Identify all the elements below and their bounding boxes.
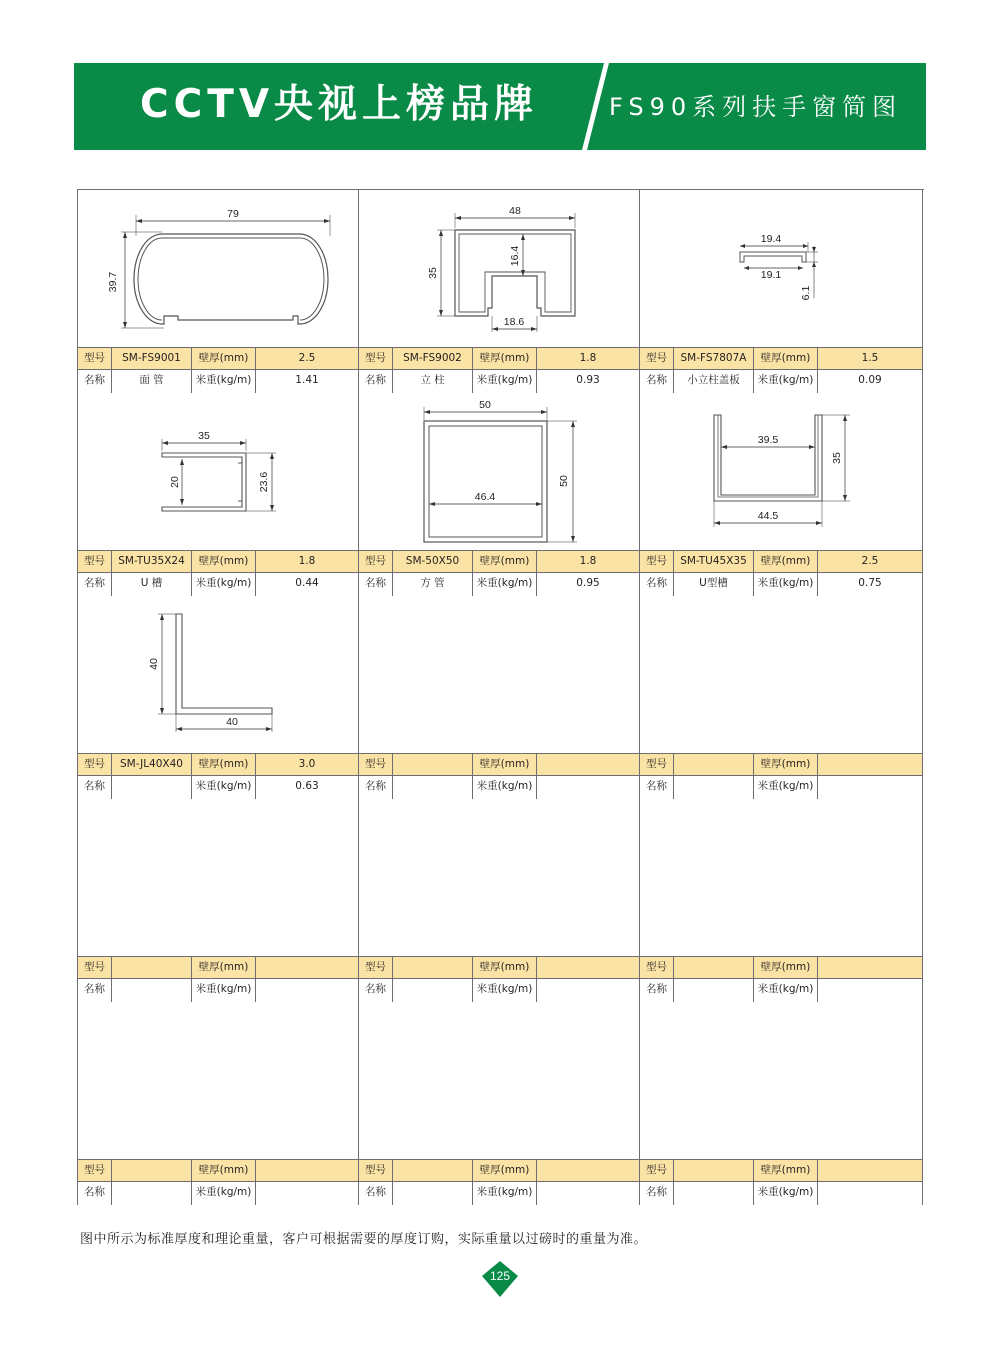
wall-value: 2.5 [298,352,316,364]
name-label: 名称 [359,776,393,799]
profile-cell-empty [359,596,640,799]
dim-label: 19.1 [760,269,782,281]
model-label: 型号 [359,957,393,978]
wall-value: 2.5 [861,555,879,567]
profile-drawing-tu35x24 [78,393,358,550]
model-label: 型号 [640,957,674,978]
model-label: 型号 [640,1160,674,1181]
model-value [112,1160,192,1181]
weight-value: 0.75 [858,577,882,589]
name-value [393,776,473,799]
name-value [393,1182,473,1205]
name-value: U型槽 [674,573,754,596]
name-label: 名称 [78,979,112,1002]
spec-table [640,753,922,799]
name-value [674,1182,754,1205]
model-label: 型号 [359,1160,393,1181]
spec-table [359,753,639,799]
name-value [112,776,192,799]
spec-table [78,1159,358,1205]
wall-value: 1.8 [579,352,597,364]
name-value: 面 管 [112,370,192,393]
name-value: 立 柱 [393,370,473,393]
name-value: U 槽 [112,573,192,596]
model-value: SM-FS7807A [674,348,754,369]
spec-table [640,956,922,1002]
name-value [674,979,754,1002]
model-value [393,957,473,978]
brand-title: CCTV央视上榜品牌 [140,82,539,127]
wall-value [256,1160,358,1181]
wall-label: 壁厚(mm) [192,957,256,978]
profile-cell [640,393,923,596]
weight-value [537,979,639,1002]
profile-cell [78,190,359,393]
model-value: SM-FS9002 [393,348,473,369]
weight-label: 米重(kg/m) [192,573,256,596]
weight-label: 米重(kg/m) [473,573,537,596]
dim-label: 50 [479,399,491,411]
weight-value [818,979,922,1002]
wall-label: 壁厚(mm) [754,348,818,369]
name-label: 名称 [78,776,112,799]
wall-value [537,1160,639,1181]
wall-label: 壁厚(mm) [473,754,537,775]
model-value [112,957,192,978]
wall-label: 壁厚(mm) [473,957,537,978]
spec-table [78,550,358,596]
model-label: 型号 [78,348,112,369]
profile-drawing-empty [359,1002,639,1159]
model-value [674,957,754,978]
profile-drawing-empty [78,799,358,956]
wall-label: 壁厚(mm) [754,551,818,572]
model-label: 型号 [640,348,674,369]
weight-value: 1.41 [295,374,319,386]
model-label: 型号 [640,754,674,775]
profile-drawing-empty [359,596,639,753]
profile-drawing-empty [359,799,639,956]
profile-drawing-fs9001 [78,190,358,347]
model-value [393,1160,473,1181]
weight-value: 0.44 [295,577,319,589]
footer-note: 图中所示为标准厚度和理论重量，客户可根据需要的厚度订购，实际重量以过磅时的重量为准。 [80,1232,648,1247]
wall-value: 1.8 [579,555,597,567]
name-label: 名称 [78,370,112,393]
page-number-badge [480,1259,520,1299]
series-title: FS90系列扶手窗简图 [609,93,903,121]
model-value: SM-TU35X24 [112,551,192,572]
weight-value [256,1182,358,1205]
profile-drawing-50x50 [359,393,639,550]
dim-label: 6.1 [800,285,812,301]
name-label: 名称 [640,573,674,596]
name-value: 方 管 [393,573,473,596]
model-value [674,1160,754,1181]
weight-value: 0.95 [576,577,600,589]
weight-value: 0.63 [295,780,319,792]
dim-label: 35 [427,267,439,279]
weight-label: 米重(kg/m) [754,1182,818,1205]
grid-row [78,1002,924,1205]
model-label: 型号 [359,551,393,572]
spec-table [359,1159,639,1205]
weight-value: 0.93 [576,374,600,386]
dim-label: 19.4 [760,233,782,245]
profile-drawing-empty [640,596,922,753]
weight-label: 米重(kg/m) [473,979,537,1002]
profile-cell [78,596,359,799]
weight-value [537,776,639,799]
profile-cell-empty [640,1002,923,1205]
dim-label: 39.7 [107,271,119,293]
wall-label: 壁厚(mm) [192,551,256,572]
profile-cell-empty [640,596,923,799]
profile-drawing-jl40x40 [78,596,358,753]
weight-label: 米重(kg/m) [754,370,818,393]
model-value: SM-50X50 [393,551,473,572]
wall-label: 壁厚(mm) [473,348,537,369]
model-label: 型号 [78,957,112,978]
weight-value [537,1182,639,1205]
profile-drawing-empty [78,1002,358,1159]
profile-cell-empty [359,1002,640,1205]
name-label: 名称 [359,573,393,596]
weight-label: 米重(kg/m) [192,1182,256,1205]
wall-label: 壁厚(mm) [192,754,256,775]
model-value: SM-JL40X40 [112,754,192,775]
spec-table [640,1159,922,1205]
dim-label: 16.4 [509,245,521,267]
profile-drawing-tu45x35 [640,393,922,550]
wall-value [818,1160,922,1181]
profile-cell [359,393,640,596]
grid-row [78,799,924,1002]
weight-value [256,979,358,1002]
model-label: 型号 [78,754,112,775]
wall-label: 壁厚(mm) [754,957,818,978]
dim-label: 35 [198,430,210,442]
model-label: 型号 [78,1160,112,1181]
wall-label: 壁厚(mm) [473,551,537,572]
weight-label: 米重(kg/m) [192,776,256,799]
wall-value: 3.0 [298,758,316,770]
dim-label: 48 [509,205,521,217]
profile-cell [78,393,359,596]
dim-label: 39.5 [757,434,779,446]
weight-value [818,1182,922,1205]
model-label: 型号 [78,551,112,572]
model-value: SM-FS9001 [112,348,192,369]
model-label: 型号 [640,551,674,572]
model-value [393,754,473,775]
name-value [112,979,192,1002]
dim-label: 40 [226,716,238,728]
weight-label: 米重(kg/m) [473,1182,537,1205]
grid-row [78,190,924,393]
weight-label: 米重(kg/m) [754,573,818,596]
profile-cell-empty [640,799,923,1002]
dim-label: 40 [148,658,160,670]
dim-label: 50 [558,475,570,487]
name-label: 名称 [640,1182,674,1205]
name-value [393,979,473,1002]
page-number: 125 [489,1269,511,1283]
spec-table [640,550,922,596]
header-banner [74,63,926,150]
spec-table [359,347,639,393]
profile-cell-empty [359,799,640,1002]
weight-value [818,776,922,799]
name-label: 名称 [359,370,393,393]
grid-row [78,393,924,596]
grid-row [78,596,924,799]
wall-value [818,957,922,978]
name-label: 名称 [359,1182,393,1205]
wall-value: 1.5 [861,352,879,364]
name-label: 名称 [640,979,674,1002]
profile-cell [359,190,640,393]
name-label: 名称 [78,1182,112,1205]
name-label: 名称 [359,979,393,1002]
wall-label: 壁厚(mm) [192,348,256,369]
spec-table [78,956,358,1002]
weight-label: 米重(kg/m) [473,776,537,799]
name-value [112,1182,192,1205]
spec-table [78,347,358,393]
dim-label: 20 [169,476,181,488]
model-value: SM-TU45X35 [674,551,754,572]
wall-value [256,957,358,978]
profile-drawing-fs7807a [640,190,922,347]
dim-label: 18.6 [503,316,525,328]
weight-value: 0.09 [858,374,882,386]
spec-table [359,956,639,1002]
wall-label: 壁厚(mm) [192,1160,256,1181]
profile-drawing-empty [640,799,922,956]
wall-label: 壁厚(mm) [754,754,818,775]
wall-label: 壁厚(mm) [754,1160,818,1181]
spec-table [78,753,358,799]
name-value: 小立柱盖板 [674,370,754,393]
name-label: 名称 [640,776,674,799]
wall-value [818,754,922,775]
profile-drawing-empty [640,1002,922,1159]
name-label: 名称 [640,370,674,393]
weight-label: 米重(kg/m) [754,776,818,799]
dim-label: 23.6 [258,471,270,493]
dim-label: 35 [831,452,843,464]
profile-cell [640,190,923,393]
model-value [674,754,754,775]
model-label: 型号 [359,348,393,369]
weight-label: 米重(kg/m) [192,370,256,393]
wall-value: 1.8 [298,555,316,567]
name-value [674,776,754,799]
spec-table [640,347,922,393]
weight-label: 米重(kg/m) [473,370,537,393]
dim-label: 79 [227,208,239,220]
wall-label: 壁厚(mm) [473,1160,537,1181]
profile-grid [77,189,924,1205]
profile-cell-empty [78,799,359,1002]
wall-value [537,957,639,978]
spec-table [359,550,639,596]
wall-value [537,754,639,775]
profile-drawing-fs9002 [359,190,639,347]
model-label: 型号 [359,754,393,775]
profile-cell-empty [78,1002,359,1205]
dim-label: 46.4 [474,491,496,503]
weight-label: 米重(kg/m) [192,979,256,1002]
name-label: 名称 [78,573,112,596]
weight-label: 米重(kg/m) [754,979,818,1002]
dim-label: 44.5 [757,510,779,522]
